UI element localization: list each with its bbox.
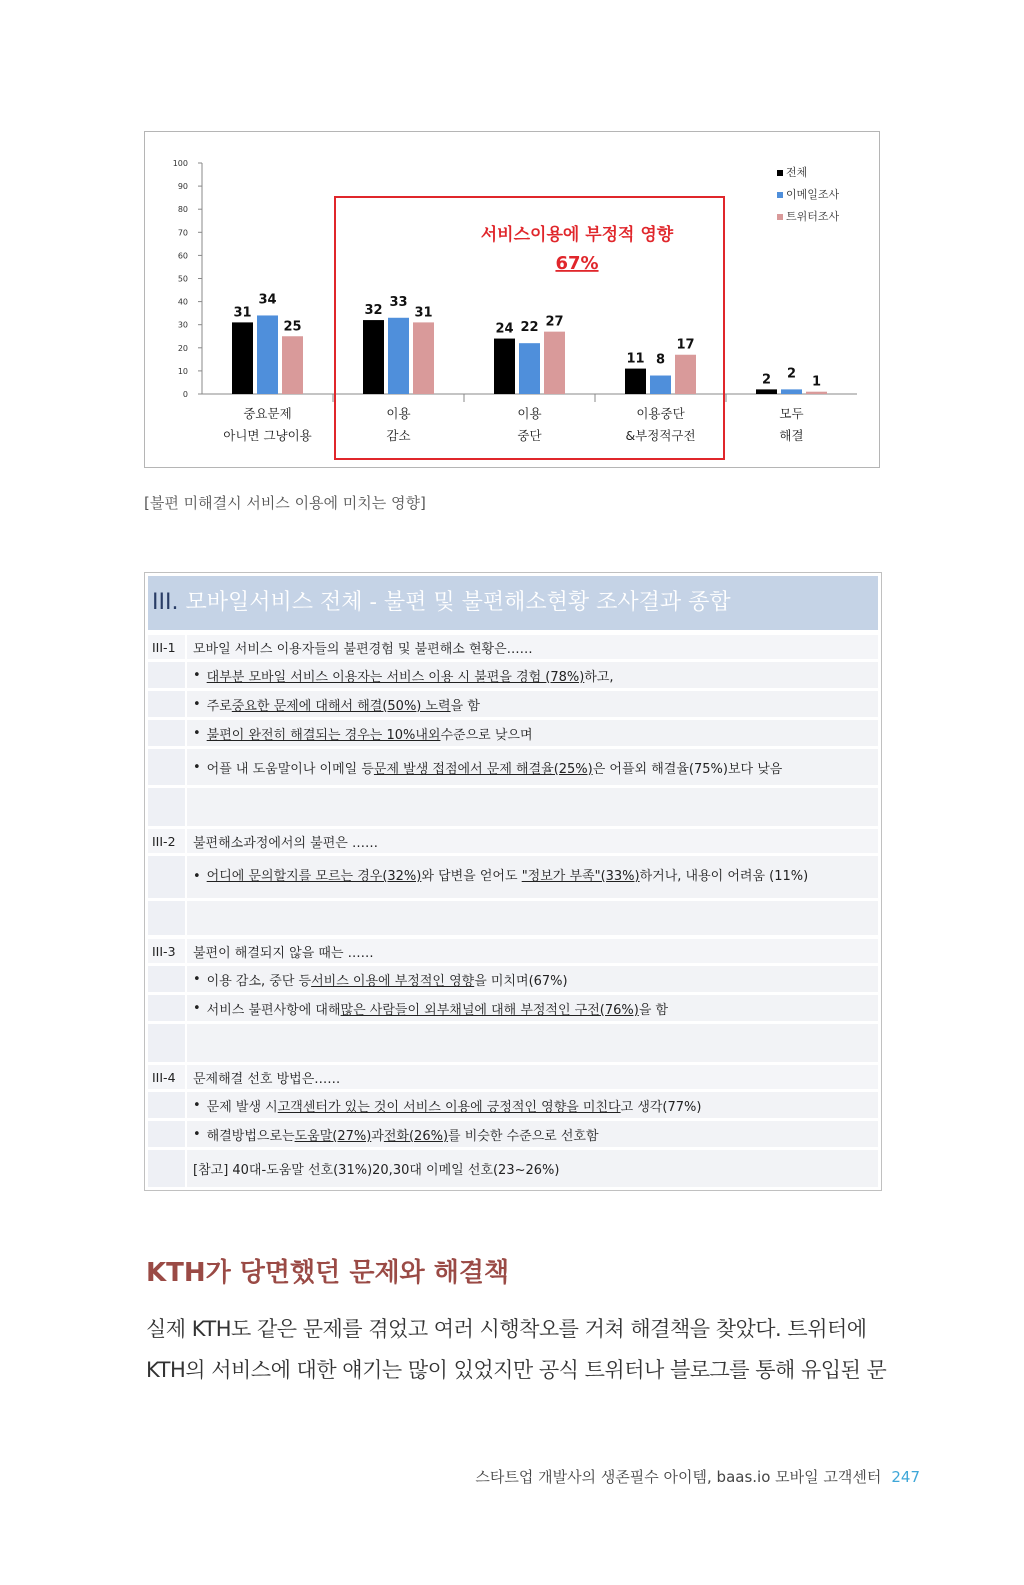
summary-bullet: • 이용 감소, 중단 등 서비스 이용에 부정적인 영향 을 미치며(67%)	[148, 966, 878, 992]
summary-spacer-row	[148, 788, 878, 826]
summary-bullet: • 해결방법으로는 도움말(27%) 과 전화(26%) 를 비슷한 수준으로 선호함	[148, 1121, 878, 1147]
bar-전체-3	[625, 369, 646, 394]
bar-트위터조사-0	[282, 336, 303, 394]
summary-bullet: • 대부분 모바일 서비스 이용자는 서비스 이용 시 불편을 경험 (78%) 하고,	[148, 662, 878, 688]
data-label: 22	[520, 320, 539, 336]
bullet-emphasis: 문제 발생 접점에서 문제 해결율(25%)	[373, 761, 593, 777]
summary-section-3	[148, 939, 878, 963]
x-tick-label: 이용	[517, 406, 542, 421]
section-number: III-2	[148, 829, 185, 853]
page-number: 247	[891, 1468, 920, 1486]
bullet-text: 과	[371, 1128, 384, 1144]
x-tick-label: 중요문제	[243, 406, 292, 421]
x-tick-label: 이용	[386, 406, 411, 421]
y-tick-label: 90	[177, 182, 188, 192]
legend-swatch	[777, 170, 783, 176]
legend-label: 전체	[786, 166, 808, 179]
section-number: III-3	[148, 939, 185, 963]
bullet-text: 서비스 불편사항에 대해	[206, 1002, 341, 1018]
y-tick-label: 80	[177, 205, 188, 215]
survey-summary-table	[144, 572, 882, 1191]
bullet-text: 해결방법으로는	[206, 1128, 295, 1144]
bar-이메일조사-2	[519, 343, 540, 394]
y-tick-label: 50	[177, 274, 188, 284]
data-label: 2	[761, 372, 772, 388]
y-tick-label: 100	[172, 159, 188, 168]
footer-text: 스타트업 개발사의 생존필수 아이템, baas.io 모바일 고객센터	[475, 1468, 882, 1486]
x-tick-label: 이용중단	[636, 406, 685, 421]
bullet-text: 고 생각(77%)	[620, 1099, 702, 1115]
bullet-emphasis: 불편이 완전히 해결되는 경우는 10%내외	[206, 727, 441, 743]
body-text-line-2: KTH의 서비스에 대한 얘기는 많이 있었지만 공식 트위터나 블로그를 통해 유입된 문	[146, 1358, 887, 1382]
summary-note: [참고] 40대-도움말 선호(31%)20,30대 이메일 선호(23~26%)	[193, 1163, 560, 1178]
section-title: 문제해결 선호 방법은……	[187, 1065, 878, 1089]
section-title: 불편해소과정에서의 불편은 ……	[187, 829, 878, 853]
data-label: 32	[364, 303, 383, 319]
summary-bullet: • 불편이 완전히 해결되는 경우는 10%내외 수준으로 낮으며	[148, 720, 878, 746]
summary-header-number: III.	[152, 590, 179, 615]
bar-트위터조사-4	[806, 392, 827, 394]
data-label: 34	[258, 292, 277, 308]
bar-전체-1	[363, 320, 384, 394]
bullet-emphasis: 도움말(27%)	[294, 1128, 372, 1144]
summary-spacer-row	[148, 1024, 878, 1062]
bullet-text: 어플 내 도움말이나 이메일 등	[206, 761, 374, 777]
x-tick-label: 해결	[779, 428, 804, 443]
bullet-emphasis: 많은 사람들이 외부채널에 대해 부정적인 구전(76%)	[340, 1002, 639, 1018]
annotation-text: 서비스이용에 부정적 영향	[480, 225, 674, 245]
bullet-text: 은 어플외 해결율(75%)보다 낮음	[592, 761, 783, 777]
x-tick-label: 감소	[386, 428, 411, 443]
bullet-text: 이용 감소, 중단 등	[206, 973, 312, 989]
bullet-emphasis: 전화(26%)	[383, 1128, 449, 1144]
summary-header	[148, 576, 878, 630]
summary-bullet: • 서비스 불편사항에 대해 많은 사람들이 외부채널에 대해 부정적인 구전(76%) 을 함	[148, 995, 878, 1021]
legend-swatch	[777, 214, 783, 220]
y-tick-label: 10	[177, 366, 188, 376]
bullet-text: 을 함	[638, 1002, 669, 1018]
summary-section-2	[148, 829, 878, 853]
bar-이메일조사-4	[781, 389, 802, 394]
summary-bullet: • 문제 발생 시 고객센터가 있는 것이 서비스 이용에 긍정적인 영향을 미친다 고 생각(77%)	[148, 1092, 878, 1118]
y-tick-label: 20	[177, 343, 188, 353]
page-footer	[475, 1466, 920, 1487]
data-label: 17	[676, 337, 695, 353]
section-number: III-1	[148, 635, 185, 659]
data-label: 8	[655, 352, 666, 368]
bullet-text: 를 비슷한 수준으로 선호함	[448, 1128, 599, 1144]
data-label: 25	[283, 319, 302, 335]
data-label: 24	[495, 321, 514, 337]
bullet-emphasis: 중요한 문제에 대해서 해결(50%) 노력	[231, 698, 451, 714]
summary-note-row	[148, 1150, 878, 1187]
summary-spacer-row	[148, 901, 878, 935]
section-number: III-4	[148, 1065, 185, 1089]
bullet-text: 수준으로 낮으며	[440, 727, 533, 743]
x-tick-label: &부정적구전	[625, 428, 696, 443]
bullet-text: 하고,	[584, 669, 614, 685]
bullet-emphasis: "정보가 부족"(33%)	[521, 869, 640, 884]
bar-chart-figure	[144, 131, 880, 468]
data-label: 33	[389, 294, 408, 310]
section-title: 불편이 해결되지 않을 때는 ……	[187, 939, 878, 963]
bullet-emphasis: 어디에 문의할지를 모르는 경우(32%)	[206, 869, 422, 884]
bar-전체-2	[494, 339, 515, 394]
bullet-emphasis: 고객센터가 있는 것이 서비스 이용에 긍정적인 영향을 미친다	[277, 1099, 621, 1115]
y-tick-label: 70	[177, 228, 188, 238]
bullet-text: 을 미치며(67%)	[474, 973, 568, 989]
y-tick-label: 0	[182, 390, 188, 399]
y-tick-label: 40	[177, 297, 188, 307]
summary-header-title: 모바일서비스 전체 - 불편 및 불편해소현황 조사결과 종합	[178, 590, 731, 615]
section-title: 모바일 서비스 이용자들의 불편경험 및 불편해소 현황은……	[187, 635, 878, 659]
annotation-value: 67%	[555, 253, 599, 274]
bar-트위터조사-1	[413, 322, 434, 394]
figure-caption: [불편 미해결시 서비스 이용에 미치는 영향]	[144, 494, 426, 512]
bullet-text: 주로	[206, 698, 232, 714]
legend-swatch	[777, 192, 783, 198]
bullet-text: 을 함	[450, 698, 480, 714]
bar-이메일조사-3	[650, 376, 671, 394]
bar-트위터조사-3	[675, 355, 696, 394]
summary-bullet: • 어플 내 도움말이나 이메일 등 문제 발생 접점에서 문제 해결율(25%) 은 어플외 해결율(75%)보다 낮음	[148, 749, 878, 785]
data-label: 2	[786, 366, 797, 382]
data-label: 1	[811, 374, 822, 390]
y-tick-label: 60	[177, 251, 188, 261]
y-tick-label: 30	[177, 320, 188, 330]
summary-bullet: • 주로 중요한 문제에 대해서 해결(50%) 노력 을 함	[148, 691, 878, 717]
x-tick-label: 중단	[517, 428, 542, 443]
summary-section-1	[148, 635, 878, 659]
summary-bullet: • 어디에 문의할지를 모르는 경우(32%)와 답변을 얻어도 "정보가 부족"(33%)하거나, 내용이 어려움 (11%)	[148, 856, 878, 898]
body-text-line-1: 실제 KTH도 같은 문제를 겪었고 여러 시행착오를 거쳐 해결책을 찾았다. 트위터에	[146, 1317, 867, 1341]
bullet-text: 문제 발생 시	[206, 1099, 278, 1115]
section-heading: KTH가 당면했던 문제와 해결책	[146, 1258, 510, 1288]
bar-이메일조사-1	[388, 318, 409, 394]
bar-전체-4	[756, 389, 777, 394]
legend-label: 트위터조사	[786, 210, 840, 223]
bullet-emphasis: 대부분 모바일 서비스 이용자는 서비스 이용 시 불편을 경험 (78%)	[206, 669, 585, 685]
data-label: 27	[545, 314, 564, 330]
bar-전체-0	[232, 322, 253, 394]
data-label: 11	[626, 351, 645, 367]
bullet-text: 와 답변을 얻어도	[421, 869, 522, 884]
bar-chart	[145, 132, 879, 467]
data-label: 31	[233, 305, 252, 321]
bullet-emphasis: 서비스 이용에 부정적인 영향	[311, 973, 475, 989]
legend-label: 이메일조사	[786, 188, 840, 201]
data-label: 31	[414, 305, 433, 321]
x-tick-label: 아니면 그냥이용	[223, 428, 312, 443]
summary-section-4	[148, 1065, 878, 1089]
bullet-text: 하거나, 내용이 어려움 (11%)	[639, 869, 809, 884]
x-tick-label: 모두	[779, 406, 804, 421]
bar-이메일조사-0	[257, 315, 278, 394]
bar-트위터조사-2	[544, 332, 565, 394]
